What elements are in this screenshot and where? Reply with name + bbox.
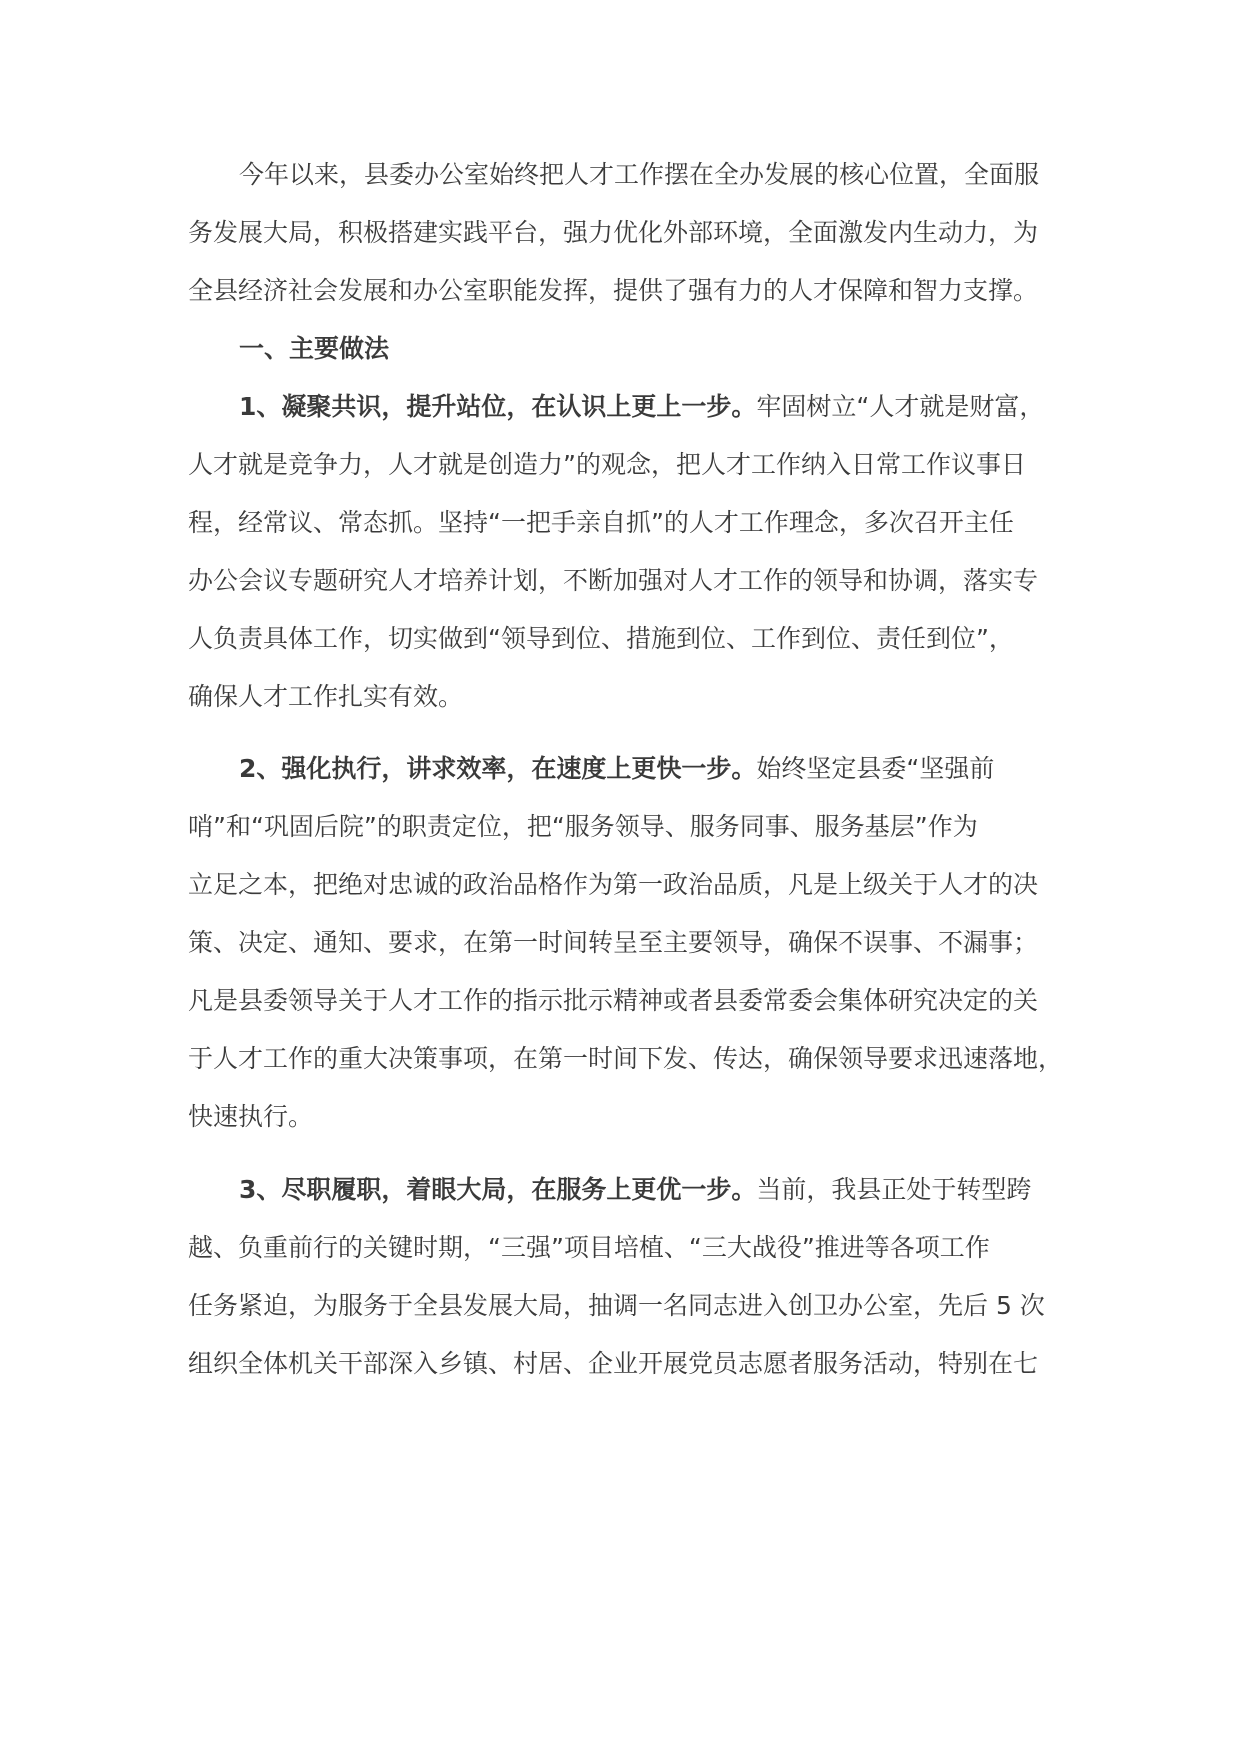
item-3-line: 越、负重前行的关键时期，“三强”项目培植、“三大战役”推进等各项工作	[188, 1233, 990, 1262]
item-1-line: 确保人才工作扎实有效。	[188, 682, 464, 711]
item-3-first-text: 当前，我县正处于转型跨	[756, 1175, 1032, 1204]
item-2-first-text: 始终坚定县委“坚强前	[756, 754, 995, 783]
item-2-heading: 2、强化执行，讲求效率，在速度上更快一步。	[239, 754, 757, 783]
item-1-first-line	[239, 389, 1044, 425]
item-1-line: 办公会议专题研究人才培养计划，不断加强对人才工作的领导和协调，落实专	[188, 566, 1039, 595]
item-3-line: 组织全体机关干部深入乡镇、村居、企业开展党员志愿者服务活动，特别在七	[188, 1349, 1039, 1378]
item-1-line: 程，经常议、常态抓。坚持“一把手亲自抓”的人才工作理念，多次召开主任	[188, 508, 1014, 537]
item-2-line: 快速执行。	[188, 1102, 314, 1131]
intro-line-3: 全县经济社会发展和办公室职能发挥，提供了强有力的人才保障和智力支撑。	[188, 276, 1039, 305]
intro-line-1: 今年以来，县委办公室始终把人才工作摆在全办发展的核心位置，全面服	[239, 160, 1040, 189]
item-1-heading: 1、凝聚共识，提升站位，在认识上更上一步。	[239, 392, 757, 421]
item-1-line: 人负责具体工作，切实做到“领导到位、措施到位、工作到位、责任到位”，	[188, 624, 1014, 653]
item-2-line: 立足之本，把绝对忠诚的政治品格作为第一政治品质，凡是上级关于人才的决	[188, 870, 1039, 899]
item-3-first-line	[239, 1172, 1031, 1208]
item-1-line: 人才就是竞争力，人才就是创造力”的观念，把人才工作纳入日常工作议事日	[188, 450, 1026, 479]
intro-line-2: 务发展大局，积极搭建实践平台，强力优化外部环境，全面激发内生动力，为	[188, 218, 1039, 247]
item-1-first-text: 牢固树立“人才就是财富，	[756, 392, 1045, 421]
section-heading: 一、主要做法	[239, 334, 390, 363]
item-2-line: 凡是县委领导关于人才工作的指示批示精神或者县委常委会集体研究决定的关	[188, 986, 1039, 1015]
item-2-line: 于人才工作的重大决策事项，在第一时间下发、传达，确保领导要求迅速落地，	[188, 1044, 1064, 1073]
item-2-first-line	[239, 751, 994, 787]
item-3-heading: 3、尽职履职，着眼大局，在服务上更优一步。	[239, 1175, 757, 1204]
item-3-line: 任务紧迫，为服务于全县发展大局，抽调一名同志进入创卫办公室，先后 5 次	[188, 1291, 1045, 1320]
item-2-line: 策、决定、通知、要求，在第一时间转呈至主要领导，确保不误事、不漏事；	[188, 928, 1039, 957]
item-2-line: 哨”和“巩固后院”的职责定位，把“服务领导、服务同事、服务基层”作为	[188, 812, 978, 841]
